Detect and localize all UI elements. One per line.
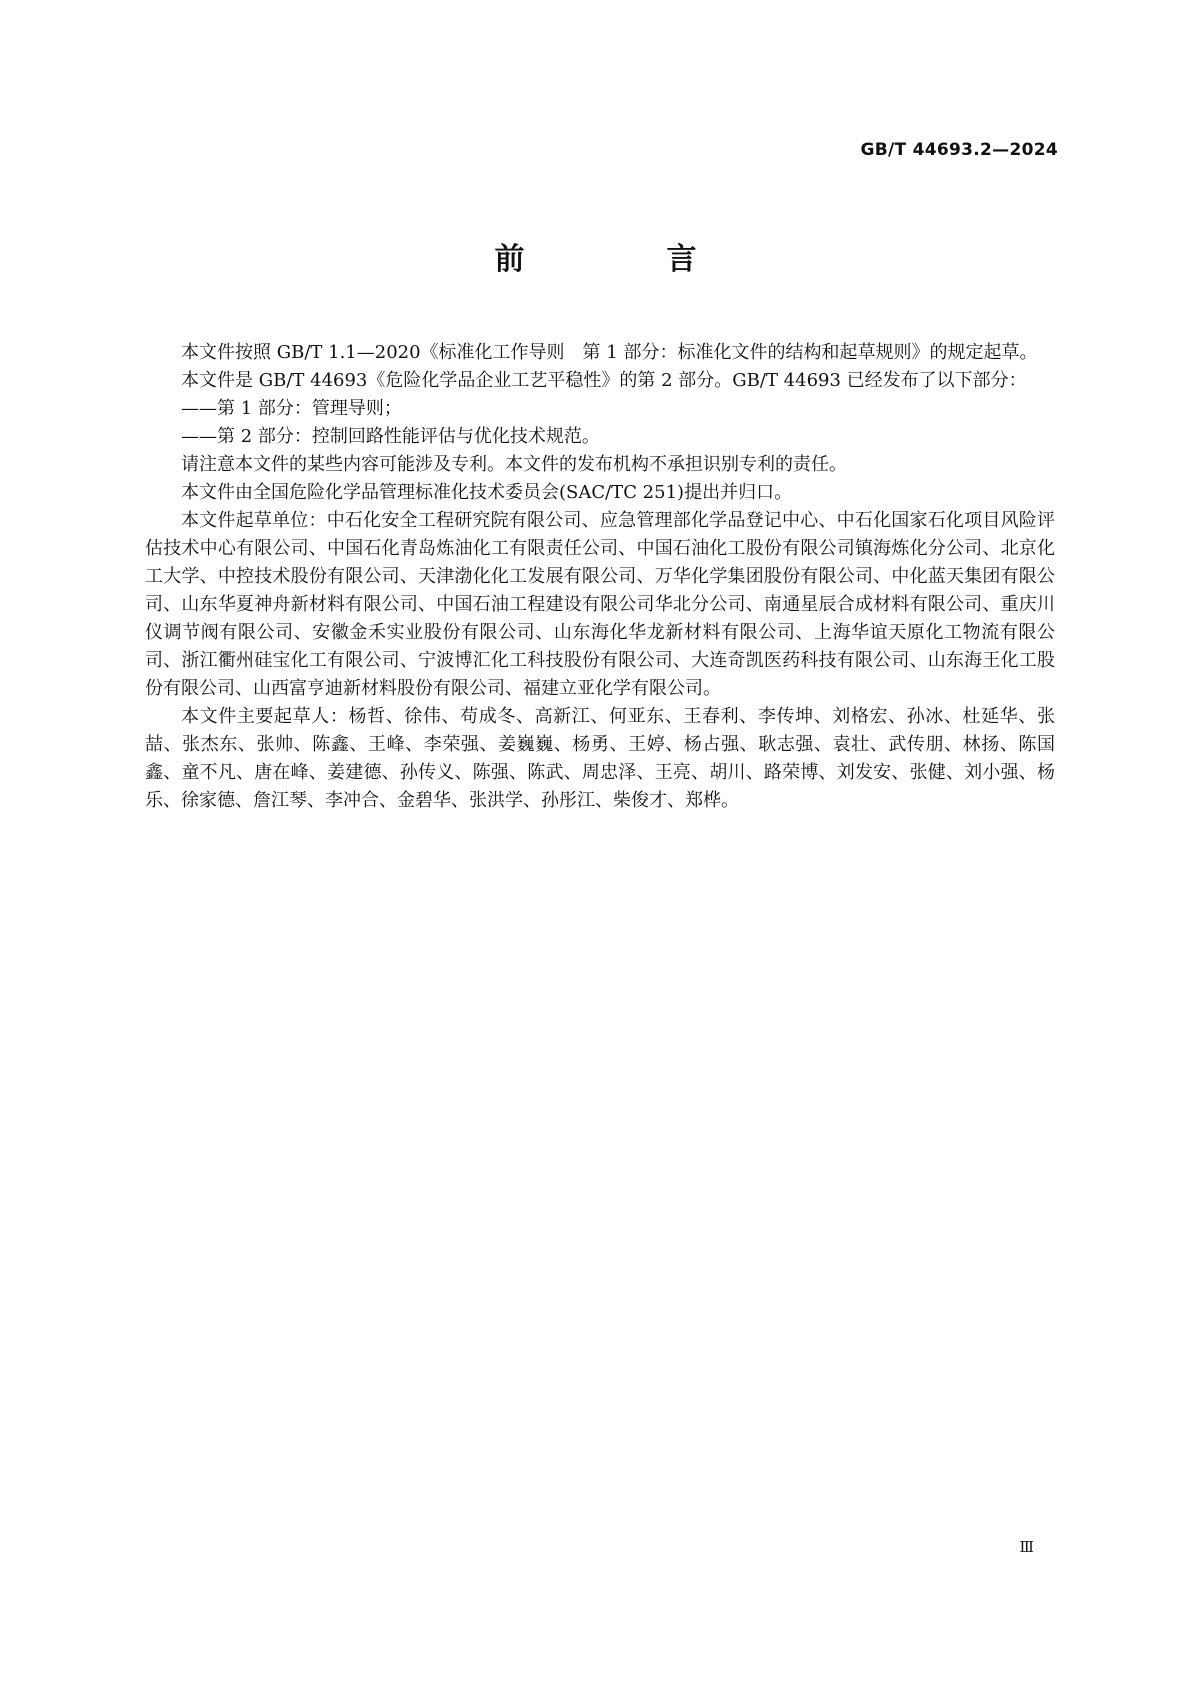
standard-code: GB/T 44693.2—2024 bbox=[860, 140, 1058, 160]
paragraph-patent-notice: 请注意本文件的某些内容可能涉及专利。本文件的发布机构不承担识别专利的责任。 bbox=[181, 454, 847, 475]
paragraph-parts-intro: 本文件是 GB/T 44693《危险化学品企业工艺平稳性》的第 2 部分。GB/T 44693 已经发布了以下部分： bbox=[181, 370, 1027, 391]
paragraph-proposer: 本文件由全国危险化学品管理标准化技术委员会(SAC/TC 251)提出并归口。 bbox=[181, 482, 793, 503]
page-number: Ⅲ bbox=[1019, 1538, 1033, 1556]
paragraph-drafting-rules: 本文件按照 GB/T 1.1—2020《标准化工作导则 第 1 部分：标准化文件的结构和起草规则》的规定起草。 bbox=[181, 342, 1038, 363]
paragraph-drafting-units: 本文件起草单位：中石化安全工程研究院有限公司、应急管理部化学品登记中心、中石化国家石化项目风险评估技术中心有限公司、中国石化青岛炼油化工有限责任公司、中国石油化工股份有限公司镇海炼化分公司、北京化工大学、中控技术股份有限公司、天津渤化化工发展有限公司、万华化学集团股份有限公司、中化蓝天集团有限公司、山东华夏神舟新材料有限公司、中国石油工程建设有限公司华北分公司、南通星辰合成材料有限公司、重庆川仪调节阀有限公司、安徽金禾实业股份有限公司、山东海化华龙新材料有限公司、上海华谊天原化工物流有限公司、浙江衢州硅宝化工有限公司、宁波博汇化工科技股份有限公司、大连奇凯医药科技有限公司、山东海王化工股份有限公司、山西富亨迪新材料股份有限公司、福建立亚化学有限公司。 bbox=[145, 510, 1055, 699]
document-body bbox=[145, 339, 1055, 815]
list-item-part-1: ——第 1 部分：管理导则； bbox=[181, 398, 402, 419]
list-item-part-2: ——第 2 部分：控制回路性能评估与优化技术规范。 bbox=[181, 426, 600, 447]
page-title: 前 言 bbox=[494, 242, 753, 277]
paragraph-drafters: 本文件主要起草人：杨哲、徐伟、苟成冬、高新江、何亚东、王春利、李传坤、刘格宏、孙冰、杜延华、张喆、张杰东、张帅、陈鑫、王峰、李荣强、姜巍巍、杨勇、王婷、杨占强、耿志强、袁壮、武传朋、林扬、陈国鑫、童不凡、唐在峰、姜建德、孙传义、陈强、陈武、周忠泽、王亮、胡川、路荣博、刘发安、张健、刘小强、杨乐、徐家德、詹江琴、李冲合、金碧华、张洪学、孙彤江、柴俊才、郑桦。 bbox=[145, 706, 1055, 811]
